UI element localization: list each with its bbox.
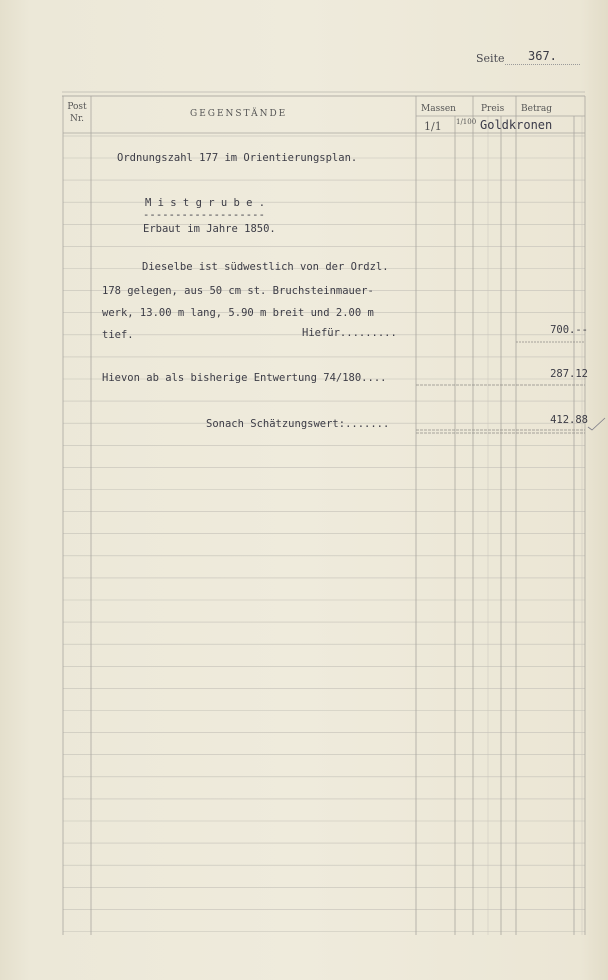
row-lines — [63, 158, 585, 932]
built-year-line: Erbaut im Jahre 1850. — [143, 223, 276, 235]
massen-header: Massen — [421, 104, 456, 114]
vertical-rules — [63, 96, 585, 935]
page-label: Seite — [476, 52, 505, 65]
preis-header: Preis — [481, 104, 505, 114]
hiefuer-label: Hiefür......... — [302, 327, 397, 339]
page-number-line — [505, 64, 580, 65]
description-line-3: werk, 13.00 m lang, 5.90 m breit und 2.00 m — [102, 307, 374, 319]
item-title-underline: ------------------- — [143, 209, 266, 221]
betrag-header: Betrag — [521, 104, 552, 114]
gegenstaende-header: GEGENSTÄNDE — [190, 109, 288, 119]
massen-fraction-header: 1/100 — [456, 118, 477, 126]
post-nr-header: Post Nr. — [67, 102, 87, 124]
description-line-2: 178 gelegen, aus 50 cm st. Bruchsteinmauer- — [102, 285, 374, 297]
deduction-line: Hievon ab als bisherige Entwertung 74/180.... — [102, 372, 387, 384]
currency-header: Goldkronen — [480, 118, 553, 132]
massen-whole-header: 1/1 — [424, 120, 442, 133]
valuation-line: Sonach Schätzungswert:....... — [206, 418, 390, 430]
description-line-4: tief. — [102, 329, 134, 341]
amount-valuation: 412.88 — [550, 414, 588, 426]
page-number: 367. — [528, 49, 557, 63]
description-line-1: Dieselbe ist südwestlich von der Ordzl. — [142, 261, 389, 273]
ordinal-line: Ordnungszahl 177 im Orientierungsplan. — [117, 152, 358, 164]
amount-hiefuer: 700.-- — [550, 324, 588, 336]
amount-deduction: 287.12 — [550, 368, 588, 380]
item-title: M i s t g r u b e . — [145, 197, 266, 209]
horizontal-rules — [62, 92, 585, 96]
check-mark — [588, 418, 605, 430]
